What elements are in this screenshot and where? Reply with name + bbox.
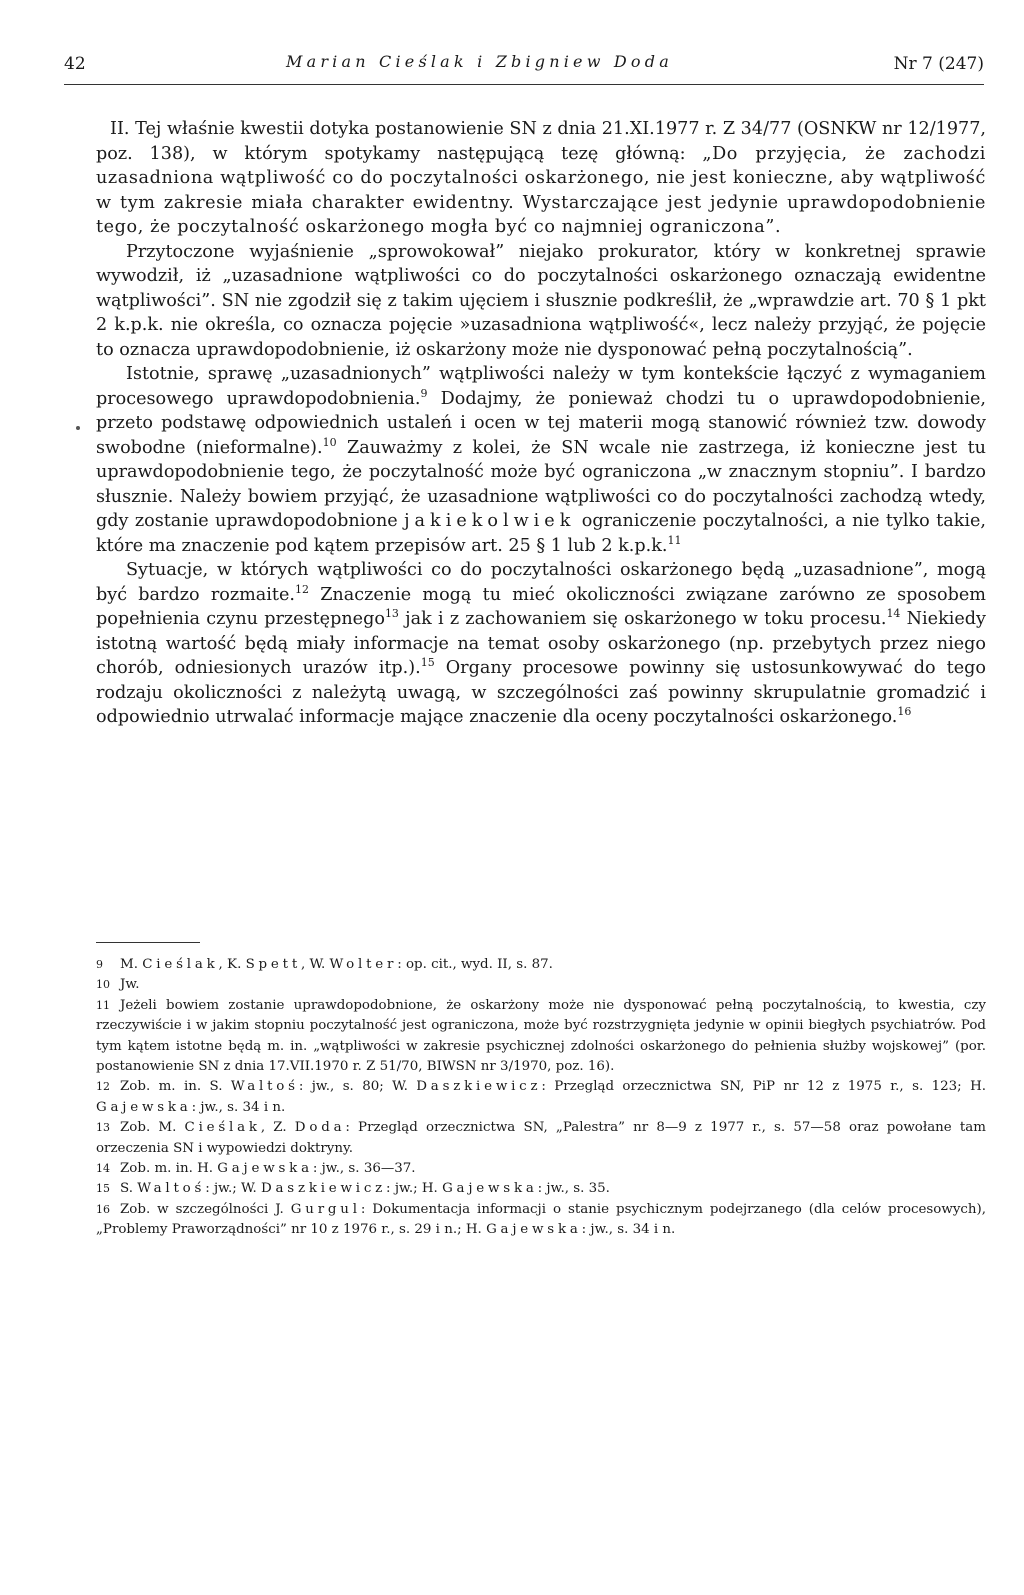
footnote-text: Zob. w szczególności J. — [120, 1201, 291, 1217]
footnote-ref-9: 9 — [420, 386, 428, 400]
author-name: Wolter — [329, 957, 398, 972]
footnote-text: : Przegląd orzecznictwa SN, „Palestra” nr 8—9 z 1977 r., s. 57—58 oraz powołane tam orzeczenia SN i wypowiedzi doktryny. — [96, 1120, 986, 1156]
footnote-text: , W. — [301, 957, 330, 972]
footnote-number: 15 — [96, 1182, 110, 1196]
footnote-rule — [96, 942, 200, 943]
footnote-number: 10 — [96, 978, 110, 992]
paragraph-4-text-c: jak i z zachowaniem się oskarżonego w toku procesu. — [398, 609, 887, 629]
footnote-number: 9 — [96, 958, 103, 971]
footnote-13 — [96, 1118, 986, 1159]
footnote-text: : op. cit., wyd. II, s. 87. — [397, 957, 553, 972]
footnote-text: Zob. m. in. S. — [120, 1079, 231, 1095]
author-name: Waltoś — [137, 1181, 206, 1197]
footnote-15 — [96, 1179, 986, 1199]
footnote-ref-11: 11 — [667, 533, 682, 547]
running-title: Marian Cieślak i Zbigniew Doda — [286, 52, 673, 71]
footnote-text: Zob. M. — [120, 1120, 185, 1136]
footnote-number: 12 — [96, 1080, 110, 1094]
author-name: Gajewska — [442, 1181, 538, 1197]
footnote-text: : jw.; W. — [205, 1181, 261, 1197]
footnote-11 — [96, 996, 986, 1078]
paragraph-3-text-d: ograniczenie poczytalności, a nie tylko takie, które ma znaczenie pod kątem przepisów art. 25 § 1 lub 2 k.p.k. — [96, 511, 987, 556]
footnote-text: M. — [120, 957, 143, 972]
paragraph-3 — [96, 362, 986, 558]
paragraph-2-text: Przytoczone wyjaśnienie „sprowokował” niejako prokurator, który w konkretnej sprawie wywodził, iż „uzasadnione wątpliwości co do poczytalności oskarżonego oznaczają ewidentne wątpliwości”. SN nie zgodził się z takim ujęciem i słusznie podkreślił, że „wprawdzie art. 70 § 1 pkt 2 k.p.k. nie określa, co oznacza pojęcie »uzasadniona wątpliwość«, lecz należy przyjąć, że pojęcie to oznacza uprawdopodobnienie, iż oskarżony może nie dysponować pełną poczytalnością”. — [96, 241, 986, 360]
paragraph-1 — [96, 117, 986, 240]
author-name: Gurgul — [290, 1201, 361, 1217]
footnote-10 — [96, 975, 986, 995]
margin-mark — [76, 426, 80, 430]
footnote-text: , Z. — [260, 1120, 295, 1136]
paragraph-4 — [96, 558, 986, 730]
issue-number: Nr 7 (247) — [893, 54, 984, 74]
author-name: Gajewska — [217, 1161, 313, 1177]
paragraph-3-text-b: Dodajmy, że ponieważ chodzi tu o uprawdopodobnienie, przeto podstawę odpowiednich ustaleń i ocen w tej materii mogą stanowić również tzw. dowody swobodne (nieformalne). — [96, 388, 987, 458]
footnote-text: : jw., s. 36—37. — [312, 1161, 416, 1177]
footnote-ref-16: 16 — [897, 705, 912, 719]
footnote-number: 14 — [96, 1162, 110, 1176]
paragraph-3-text-c: Zauważmy z kolei, że SN wcale nie zastrzega, iż konieczne jest tu uprawdopodobnienie tego, że poczytalność może być ograniczona „w znacznym stopniu”. I bardzo słusznie. Należy bowiem przyjąć, że uzasadnione wątpliwości co do poczytalności zachodzą wtedy, gdy zostanie uprawdopodobnione — [96, 437, 986, 531]
paragraph-3-text-a: Istotnie, sprawę „uzasadnionych” wątpliwości należy w tym kontekście łączyć z wymaganiem procesowego uprawdopodobnienia. — [96, 364, 986, 409]
footnote-text: : jw.; H. — [386, 1181, 443, 1197]
header-rule — [64, 84, 984, 85]
footnote-text: : Przegląd orzecznictwa SN, PiP nr 12 z 1975 r., s. 123; H. — [541, 1079, 987, 1095]
footnote-12 — [96, 1077, 986, 1118]
footnote-text: : Dokumentacja informacji o stanie psychicznym podejrzanego (dla celów procesowych), „Problemy Praworządności” nr 10 z 1976 r., s. 29 i n.; H. — [96, 1201, 986, 1238]
footnote-ref-10: 10 — [322, 435, 337, 449]
author-name: Spett — [245, 957, 302, 972]
author-name: Cieślak — [184, 1120, 261, 1136]
footnote-text: : jw., s. 34 i n. — [581, 1222, 676, 1238]
author-name: Cieślak — [142, 957, 219, 972]
footnote-text: S. — [120, 1181, 138, 1197]
footnote-number: 16 — [96, 1202, 110, 1216]
footnote-number: 11 — [96, 998, 110, 1012]
running-header — [64, 50, 984, 78]
paragraph-4-text-d: Niekiedy istotną wartość będą miały informacje na temat osoby oskarżonego (np. przebytych przez niego chorób, odniesionych urazów itp.). — [96, 609, 986, 678]
footnote-text: Jw. — [120, 977, 140, 993]
spaced-emphasis: jakiekolwiek — [404, 511, 576, 531]
paragraph-1-intro: II. Tej właśnie kwestii dotyka postanowienie SN z dnia 21.XI.1977 r. Z 34/77 (OSNKW nr 12/1977, poz. 138), w którym spotykamy następującą tezę główną: — [96, 119, 986, 164]
author-name: Waltoś — [230, 1079, 299, 1095]
paragraph-4-text-a: Sytuacje, w których wątpliwości co do poczytalności oskarżonego będą „uzasadnione”, mogą być bardzo rozmaite. — [96, 560, 986, 605]
footnote-text: Zob. m. in. H. — [120, 1161, 218, 1177]
footnote-text: : jw., s. 34 i n. — [191, 1099, 286, 1115]
footnote-9 — [96, 955, 986, 975]
footnote-ref-15: 15 — [420, 656, 435, 670]
main-text — [96, 117, 986, 730]
paragraph-2 — [96, 240, 986, 363]
footnote-ref-13: 13 — [384, 607, 399, 621]
footnote-16 — [96, 1200, 986, 1241]
footnote-text: Jeżeli bowiem zostanie uprawdopodobnione, że oskarżony może nie dysponować pełną poczytalnością, to kwestia, czy rzeczywiście i w jakim stopniu poczytalność jest ograniczona, może być rozstrzygnięta jedynie w opinii biegłych psychiatrów. Pod tym kątem istotne będą m. in. „wątpliwości w zakresie psychicznej zdolności oskarżonego do pełnienia służby wojskowej” (por. postanowienie SN z dnia 17.VII.1970 r. Z 51/70, BIWSN nr 3/1970, poz. 16). — [96, 997, 986, 1075]
author-name: Daszkiewicz — [416, 1079, 542, 1095]
author-name: Gajewska — [96, 1099, 192, 1115]
footnote-number: 13 — [96, 1121, 110, 1135]
footnote-14 — [96, 1159, 986, 1179]
footnote-text: : jw., s. 35. — [537, 1181, 610, 1197]
page-number: 42 — [64, 54, 86, 74]
paragraph-4-text-b: Znaczenie mogą tu mieć okoliczności związane zarówno ze sposobem popełnienia czynu przestępnego — [96, 584, 986, 629]
footnote-text: , K. — [218, 957, 246, 972]
paragraph-4-text-e: Organy procesowe powinny się ustosunkowywać do tego rodzaju okoliczności z należytą uwagą, w szczególności zaś powinny skrupulatnie gromadzić i odpowiednio utrwalać informacje mające znaczenie dla oceny poczytalności oskarżonego. — [96, 658, 986, 727]
author-name: Daszkiewicz — [260, 1181, 387, 1197]
quoted-thesis: „Do przyjęcia, że zachodzi uzasadniona wątpliwość co do poczytalności oskarżonego, nie jest konieczne, aby wątpliwość w tym zakresie miała charakter ewidentny. Wystarczające jest jedynie uprawdopodobnienie tego, że poczytalność oskarżonego mogła być co najmniej ograniczona”. — [96, 143, 986, 237]
footnotes — [96, 955, 986, 1241]
author-name: Gajewska — [486, 1222, 582, 1238]
footnote-text: : jw., s. 80; W. — [298, 1079, 417, 1095]
author-name: Doda — [294, 1120, 346, 1136]
footnote-ref-12: 12 — [294, 582, 309, 596]
footnote-ref-14: 14 — [886, 607, 901, 621]
